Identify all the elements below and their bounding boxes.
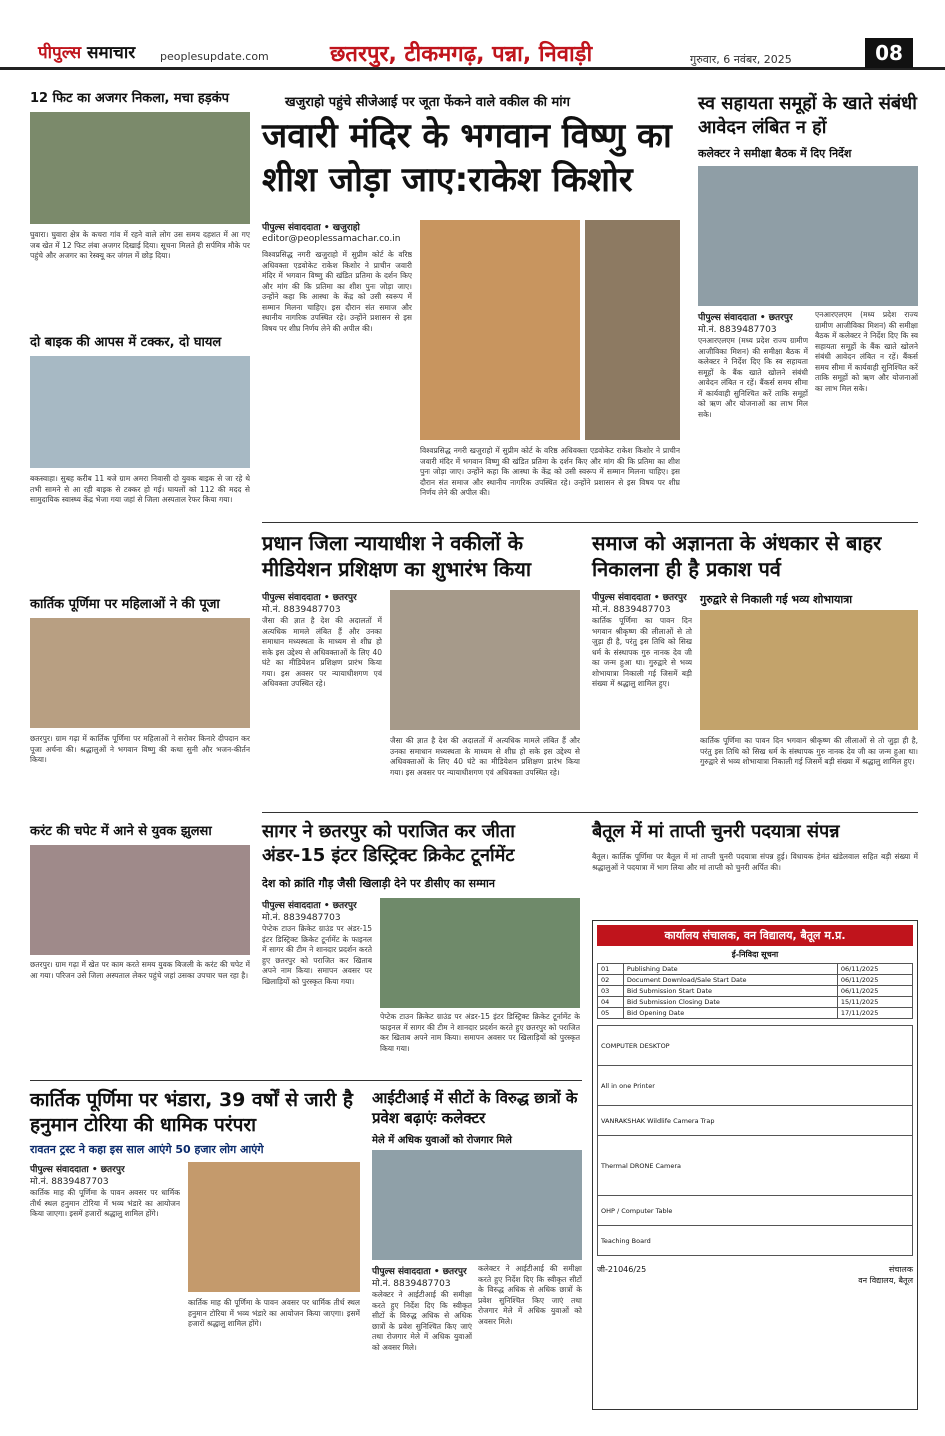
table-row: 05 Bid Opening Date 17/11/2025 [598, 1008, 913, 1019]
mediation-headline: प्रधान जिला न्यायाधीश ने वकीलों के मीडियेशन प्रशिक्षण का शुभारंभ किया [262, 531, 532, 581]
iti-subhead: मेले में अधिक युवाओं को रोजगार मिले [372, 1135, 512, 1146]
python-photo [30, 112, 250, 224]
bhandara-byline: पीपुल्स संवाददाता • छतरपुर [30, 1165, 125, 1175]
python-headline: 12 फिट का अजगर निकला, मचा हड़कंप [30, 91, 230, 106]
python-body: घुवारा। घुवारा क्षेत्र के कचरा गांव में रहने वाले लोग उस समय दहशत में आ गए जब खेत में 12 फिट लंबा अजगर दिखाई दिया। सूचना मिलते ही सर्पमित्र मौके पर पहुंचे और अजगर का रेस्क्यू कर जंगल में छोड़ दिया। [30, 230, 250, 260]
tender-title: कार्यालय संचालक, वन विद्यालय, बैतूल म.प्र. [597, 925, 913, 946]
bhandara-photo [188, 1162, 360, 1292]
iti-photo [372, 1150, 582, 1260]
divider [30, 1080, 582, 1081]
shg-body-cont: एनआरएलएम (मध्य प्रदेश राज्य ग्रामीण आजीविका मिशन) की समीक्षा बैठक में कलेक्टर ने निर्देश दिए कि स्व सहायता समूहों के बैंक खाते खोलने संबंधी आवेदन लंबित न रहें। बैंकर्स समय सीमा में कार्यवाही सुनिश्चित करें ताकि समूहों को ऋण और योजनाओं का लाभ मिल सके। [815, 310, 918, 393]
tender-office: वन विद्यालय, बैतूल [858, 1276, 913, 1285]
kartik-puja-headline: कार्तिक पूर्णिमा पर महिलाओं ने की पूजा [30, 597, 220, 612]
table-row: Teaching Board [598, 1226, 913, 1256]
tender-notice [592, 920, 918, 1410]
mediation-photo [390, 590, 580, 730]
cricket-body: पेप्टेक टाउन क्रिकेट ग्राउंड पर अंडर-15 इंटर डिस्ट्रिक्ट क्रिकेट टूर्नामेंट के फाइनल में सागर की टीम ने शानदार प्रदर्शन करते हुए छतरपुर को पराजित कर खिताब अपने नाम किया। समापन अवसर पर खिलाड़ियों को पुरस्कृत किया गया। [262, 924, 372, 986]
page-number: 08 [865, 38, 913, 68]
iti-byline: पीपुल्स संवाददाता • छतरपुर [372, 1267, 467, 1277]
cricket-subhead: देश को क्रांति गौड़ जैसी खिलाड़ी देने पर डीसीए का सम्मान [262, 877, 495, 890]
tapti-headline: बैतूल में मां ताप्ती चुनरी पदयात्रा संपन्न [592, 821, 840, 842]
tender-footer [597, 1264, 913, 1286]
bhandara-body: कार्तिक माह की पूर्णिमा के पावन अवसर पर धार्मिक तीर्थ स्थल हनुमान टोरिया में भव्य भंडारे का आयोजन किया जाएगा। इसमें हजारों श्रद्धालु शामिल होंगे। [30, 1188, 180, 1218]
table-row: 03 Bid Submission Start Date 06/11/2025 [598, 986, 913, 997]
table-row: COMPUTER DESKTOP [598, 1026, 913, 1066]
bhandara-body-cont: कार्तिक माह की पूर्णिमा के पावन अवसर पर धार्मिक तीर्थ स्थल हनुमान टोरिया में भव्य भंडारे का आयोजन किया जाएगा। इसमें हजारों श्रद्धालु शामिल होंगे। [188, 1298, 360, 1328]
bhandara-headline: कार्तिक पूर्णिमा पर भंडारा, 39 वर्षों से जारी है हनुमान टोरिया की धामिक परंपरा [30, 1089, 353, 1136]
website-url: peoplesupdate.com [160, 50, 269, 63]
current-body: छतरपुर। ग्राम गढ़ा में खेत पर काम करते समय युवक बिजली के करंट की चपेट में आ गया। परिजन उसे जिला अस्पताल लेकर पहुंचे जहां उसका उपचार चल रहा है। [30, 960, 250, 980]
bhandara-subhead: रावतन ट्रस्ट ने कहा इस साल आएंगे 50 हजार लोग आएंगे [30, 1143, 264, 1156]
mediation-mobile: मो.नं. 8839487703 [262, 605, 341, 615]
table-row: VANRAKSHAK Wildlife Camera Trap [598, 1106, 913, 1136]
prakash-headline: समाज को अज्ञानता के अंधकार से बाहर निकालना ही है प्रकाश पर्व [592, 531, 882, 581]
lead-body-cont: विश्वप्रसिद्ध नगरी खजुराहो में सुप्रीम कोर्ट के वरिष्ठ अधिवक्ता एडवोकेट राकेश किशोर ने प्राचीन जवारी मंदिर में भगवान विष्णु की खंडित प्रतिमा के दर्शन किए और मांग की कि प्रतिमा का शीश पुनः जोड़ा जाए। उन्होंने कहा कि आस्था के केंद्र को उसी स्वरूप में सम्मान मिलना चाहिए। इस दौरान संत समाज और स्थानीय नागरिक उपस्थित रहे। उन्होंने प्रशासन से इस विषय पर शीघ्र निर्णय लेने की अपील की। [420, 446, 680, 497]
divider [262, 522, 918, 523]
issue-date: गुरुवार, 6 नवंबर, 2025 [690, 53, 792, 66]
divider [262, 812, 918, 813]
prakash-byline: पीपुल्स संवाददाता • छतरपुर [592, 593, 687, 603]
table-row: 04 Bid Submission Closing Date 15/11/2025 [598, 997, 913, 1008]
shg-mobile: मो.नं. 8839487703 [698, 325, 777, 335]
lead-email: editor@peoplessamachar.co.in [262, 234, 401, 244]
lead-kicker: खजुराहो पहुंचे सीजेआई पर जूता फेंकने वाले वकील की मांग [285, 95, 570, 110]
current-headline: करंट की चपेट में आने से युवक झुलसा [30, 824, 212, 839]
bike-headline: दो बाइक की आपस में टक्कर, दो घायल [30, 335, 222, 350]
lead-photo-1 [420, 220, 580, 440]
shg-subhead: कलेक्टर ने समीक्षा बैठक में दिए निर्देश [698, 147, 852, 160]
prakash-subhead: गुरुद्वारे से निकाली गई भव्य शोभायात्रा [700, 593, 853, 606]
prakash-body-cont: कार्तिक पूर्णिमा का पावन दिन भगवान श्रीकृष्ण की लीलाओं से तो जुड़ा ही है, परंतु इस तिथि को सिख धर्म के संस्थापक गुरु नानक देव जी का जन्म हुआ था। गुरुद्वारे से भव्य शोभायात्रा निकाली गई जिसमें बड़ी संख्या में श्रद्धालु शामिल हुए। [700, 736, 918, 766]
table-row: All in one Printer [598, 1066, 913, 1106]
table-row: Thermal DRONE Camera [598, 1136, 913, 1196]
tender-schedule-table [597, 963, 913, 1019]
current-photo [30, 845, 250, 955]
bike-photo [30, 356, 250, 468]
mediation-byline: पीपुल्स संवाददाता • छतरपुर [262, 593, 357, 603]
lead-photo-2 [585, 220, 680, 440]
mediation-body-cont: जैसा की ज्ञात है देश की अदालतों में अत्यधिक मामले लंबित हैं और उनका समाधान मध्यस्थता के माध्यम से शीघ्र हो सके इस उद्देश्य से अधिवक्ताओं के लिए 40 घंटे का मीडियेशन प्रशिक्षण प्रारंभ किया गया। इस अवसर पर न्यायाधीशगण एवं अधिवक्ता उपस्थित रहे। [390, 736, 580, 777]
tender-subtitle: ई-निविदा सूचना [731, 950, 779, 959]
lead-headline: जवारी मंदिर के भगवान विष्णु का शीश जोड़ा जाए:राकेश किशोर [262, 116, 672, 200]
kartik-puja-body: छतरपुर। ग्राम गढ़ा में कार्तिक पूर्णिमा पर महिलाओं ने सरोवर किनारे दीपदान कर पूजा अर्चना की। श्रद्धालुओं ने भगवान विष्णु की कथा सुनी और भजन-कीर्तन किया। [30, 734, 250, 764]
shg-headline: स्व सहायता समूहों के खाते संबंधी आवेदन लंबित न हों [698, 93, 917, 138]
newspaper-logo: पीपुल्स समाचार [38, 43, 136, 63]
bhandara-mobile: मो.नं. 8839487703 [30, 1177, 109, 1187]
bike-body: बकस्वाहा। सुबह करीब 11 बजे ग्राम अमरा निवासी दो युवक बाइक से जा रहे थे तभी सामने से आ रही बाइक से टक्कर हो गई। घायलों को 112 की मदद से सामुदायिक स्वास्थ्य केंद्र भेजा गया जहां से जिला अस्पताल रेफर किया गया। [30, 474, 250, 504]
table-row: 01 Publishing Date 06/11/2025 [598, 964, 913, 975]
table-row: OHP / Computer Table [598, 1196, 913, 1226]
lead-body: विश्वप्रसिद्ध नगरी खजुराहो में सुप्रीम कोर्ट के वरिष्ठ अधिवक्ता एडवोकेट राकेश किशोर ने प्राचीन जवारी मंदिर में भगवान विष्णु की खंडित प्रतिमा के दर्शन किए और मांग की कि प्रतिमा का शीश पुनः जोड़ा जाए। उन्होंने कहा कि आस्था के केंद्र को उसी स्वरूप में सम्मान मिलना चाहिए। इस दौरान संत समाज और स्थानीय नागरिक उपस्थित रहे। उन्होंने प्रशासन से इस विषय पर शीघ्र निर्णय लेने की अपील की। [262, 250, 412, 333]
tender-signatory: संचालक [888, 1265, 913, 1274]
prakash-photo [700, 610, 918, 730]
prakash-mobile: मो.नं. 8839487703 [592, 605, 671, 615]
iti-body: कलेक्टर ने आईटीआई की समीक्षा करते हुए निर्देश दिए कि स्वीकृत सीटों के विरुद्ध अधिक से अधिक छात्रों के प्रवेश सुनिश्चित किए जाएं तथा रोजगार मेले में अधिक युवाओं को अवसर मिले। [372, 1290, 472, 1352]
cricket-photo [380, 898, 580, 1008]
tapti-body: बैतूल। कार्तिक पूर्णिमा पर बैतूल में मां ताप्ती चुनरी पदयात्रा संपन्न हुई। विधायक हेमंत खंडेलवाल सहित बड़ी संख्या में श्रद्धालुओं ने पदयात्रा में भाग लिया और मां ताप्ती को चुनरी अर्पित की। [592, 852, 918, 872]
prakash-body: कार्तिक पूर्णिमा का पावन दिन भगवान श्रीकृष्ण की लीलाओं से तो जुड़ा ही है, परंतु इस तिथि को सिख धर्म के संस्थापक गुरु नानक देव जी का जन्म हुआ था। गुरुद्वारे से भव्य शोभायात्रा निकाली गई जिसमें बड़ी संख्या में श्रद्धालु शामिल हुए। [592, 616, 692, 688]
cricket-mobile: मो.नं. 8839487703 [262, 913, 341, 923]
iti-mobile: मो.नं. 8839487703 [372, 1279, 451, 1289]
kartik-puja-photo [30, 618, 250, 728]
mediation-body: जैसा की ज्ञात है देश की अदालतों में अत्यधिक मामले लंबित हैं और उनका समाधान मध्यस्थता के माध्यम से शीघ्र हो सके इस उद्देश्य से अधिवक्ताओं के लिए 40 घंटे का मीडियेशन प्रशिक्षण प्रारंभ किया गया। इस अवसर पर न्यायाधीशगण एवं अधिवक्ता उपस्थित रहे। [262, 616, 382, 688]
lead-byline: पीपुल्स संवाददाता • खजुराहो [262, 223, 360, 233]
tender-ref: जी-21046/25 [597, 1265, 647, 1274]
shg-photo [698, 166, 918, 306]
iti-body-cont: कलेक्टर ने आईटीआई की समीक्षा करते हुए निर्देश दिए कि स्वीकृत सीटों के विरुद्ध अधिक से अधिक छात्रों के प्रवेश सुनिश्चित किए जाएं तथा रोजगार मेले में अधिक युवाओं को अवसर मिले। [478, 1264, 582, 1326]
cricket-body-cont: पेप्टेक टाउन क्रिकेट ग्राउंड पर अंडर-15 इंटर डिस्ट्रिक्ट क्रिकेट टूर्नामेंट के फाइनल में सागर की टीम ने शानदार प्रदर्शन करते हुए छतरपुर को पराजित कर खिताब अपने नाम किया। समापन अवसर पर खिलाड़ियों को पुरस्कृत किया गया। [380, 1012, 580, 1053]
cricket-byline: पीपुल्स संवाददाता • छतरपुर [262, 901, 357, 911]
shg-byline: पीपुल्स संवाददाता • छतरपुर [698, 313, 793, 323]
region-title: छतरपुर, टीकमगढ़, पन्ना, निवाड़ी [330, 42, 593, 67]
table-row: 02 Document Download/Sale Start Date 06/11/2025 [598, 975, 913, 986]
cricket-headline: सागर ने छतरपुर को पराजित कर जीता अंडर-15 इंटर डिस्ट्रिक्ट क्रिकेट टूर्नामेंट [262, 821, 515, 866]
iti-headline: आईटीआई में सीटों के विरुद्ध छात्रों के प्रवेश बढ़ाएंः कलेक्टर [372, 1089, 578, 1127]
tender-items-table [597, 1025, 913, 1256]
shg-body: एनआरएलएम (मध्य प्रदेश राज्य ग्रामीण आजीविका मिशन) की समीक्षा बैठक में कलेक्टर ने निर्देश दिए कि स्व सहायता समूहों के बैंक खाते खोलने संबंधी आवेदन लंबित न रहें। बैंकर्स समय सीमा में कार्यवाही सुनिश्चित करें ताकि समूहों को ऋण और योजनाओं का लाभ मिल सके। [698, 336, 808, 419]
